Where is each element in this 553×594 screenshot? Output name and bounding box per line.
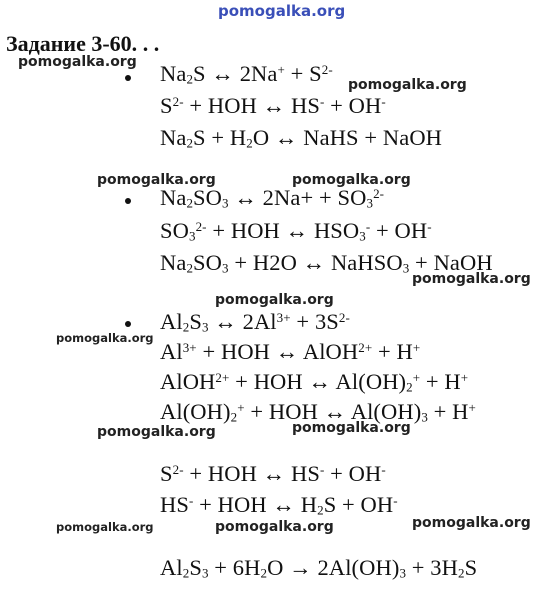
watermark: pomogalka.org: [412, 271, 531, 287]
equation-al3-hydrolysis-step2: AlOH$^{2+}$ + HOH ↔ $Al(OH)_2^+ + H^+$: [160, 369, 469, 395]
equation-s2-hydrolysis: $S^{2-}$ + HOH ↔ HS- + OH-: [160, 93, 386, 118]
equation-na2so3-molecular: $Na_2SO_3 + H2O$ ↔ NaHSO$_3$ + NaOH: [160, 250, 493, 276]
watermark: pomogalka.org: [348, 77, 467, 93]
watermark: pomogalka.org: [56, 331, 154, 345]
equation-al2s3-dissociation: $Al_2S_3$ ↔ $2Al^{3+} + 3S^{2-}$: [160, 309, 350, 335]
watermark-top: pomogalka.org: [218, 2, 346, 20]
equation-na2s-molecular: $Na_2S + H_2O$ ↔ NaHS + NaOH: [160, 125, 443, 151]
watermark: pomogalka.org: [292, 172, 411, 188]
watermark: pomogalka.org: [215, 292, 334, 308]
watermark: pomogalka.org: [215, 519, 334, 535]
bullet: [125, 198, 131, 204]
watermark: pomogalka.org: [18, 54, 137, 70]
task-title-dots: . .: [142, 31, 160, 56]
equation-na2s-dissociation: $Na_2S$ ↔ $2Na^+ + S^{2-}$: [160, 61, 333, 87]
equation-al3-hydrolysis-step3: $Al(OH)_2^+$ + HOH ↔ $Al(OH)_3 + H^+$: [160, 399, 476, 425]
task-title-text: Задание 3-60.: [6, 31, 138, 56]
equation-overall: $Al_2S_3 + 6H_2O \to 2Al(OH)_3 + 3H_2S$: [160, 555, 478, 581]
equation-na2so3-dissociation: $Na_2SO_3$ ↔ $2Na+ + SO_3^{2-}$: [160, 185, 385, 211]
equation-so3-hydrolysis: $SO_3^{2-}$ + HOH ↔ $HSO_3^- + OH^-$: [160, 218, 432, 244]
equation-s2-hydrolysis-step1: $S^{2-}$ + HOH ↔ HS- + OH-: [160, 461, 386, 486]
watermark: pomogalka.org: [412, 515, 531, 531]
bullet: [125, 321, 131, 327]
watermark: pomogalka.org: [97, 172, 216, 188]
equation-s2-hydrolysis-step2: HS- + HOH ↔ $H_2S + OH^-$: [160, 492, 398, 518]
watermark: pomogalka.org: [292, 420, 411, 436]
watermark: pomogalka.org: [97, 424, 216, 440]
watermark: pomogalka.org: [56, 520, 154, 534]
equation-al3-hydrolysis-step1: $Al^{3+}$ + HOH ↔ AlOH$^{2+}$ + H+: [160, 339, 421, 364]
bullet: [125, 75, 131, 81]
